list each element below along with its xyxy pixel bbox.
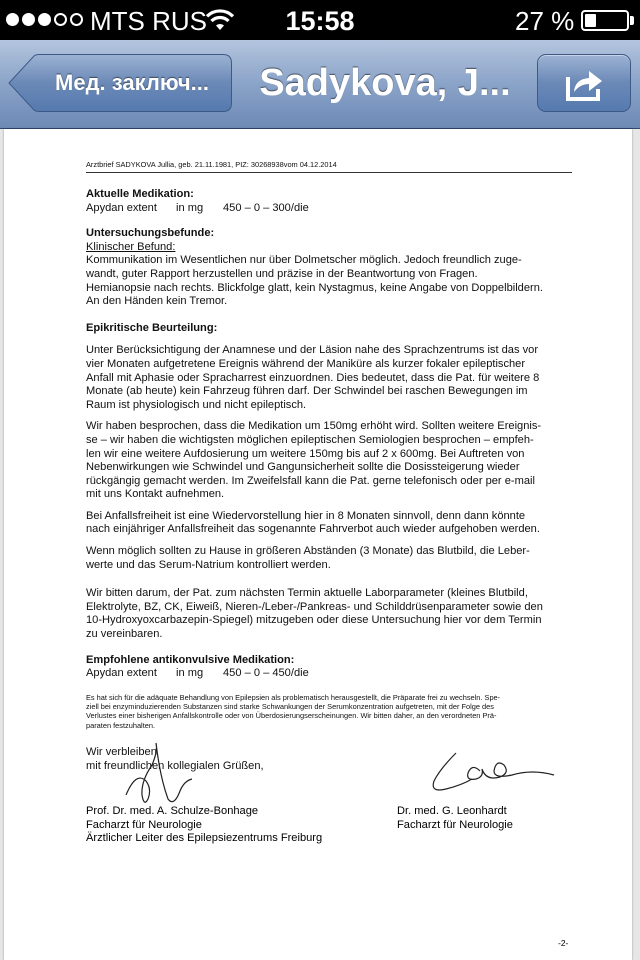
text-line: Wir bitten darum, der Pat. zum nächsten Termin aktuelle Laborparameter (kleines Blutbild, [86,587,528,600]
assessment-paragraph [86,420,576,502]
recommended-medication-row [86,667,576,681]
text-line: rückgängig gemacht werden. Im Zweifelsfall kann die Pat. gerne telefonisch oder per e-mail [86,474,535,487]
assessment-title: Epikritische Beurteilung: [86,321,218,334]
carrier-name: MTS RUS [90,6,207,36]
current-medication-row [86,202,576,216]
back-button-label: Мед. заключ... [55,70,209,95]
signer-right [397,805,513,832]
text-line: Bei Anfallsfreiheit ist eine Wiedervorstellung hier in 8 Monaten sinnvoll, denn dann könnte [86,509,526,522]
signature-right-graphic [422,749,572,799]
document-page [4,129,632,960]
footnote [86,693,576,730]
back-button[interactable] [8,54,232,112]
findings-title: Untersuchungsbefunde: [86,227,215,240]
recommended-medication-title: Empfohlene antikonvulsive Medikation: [86,653,295,666]
closing-line: mit freundlichen kollegialen Grüßen, [86,759,264,772]
current-medication-title: Aktuelle Medikation: [86,188,194,200]
share-button[interactable] [537,54,631,112]
text-line: mit uns Kontakt aufnehmen. [86,488,225,501]
text-line: 10-Hydroxyoxcarbazepin-Spiegel) mitzugeben oder diese Untersuchung hier vor dem Termin [86,614,542,627]
signer-name: Prof. Dr. med. A. Schulze-Bonhage [86,805,259,817]
text-line: Anfall mit Aphasie oder Spracharrest einzuordnen. Dies bedeutet, dass die Pat. für weitere 8 [86,371,540,384]
signer-title: Facharzt für Neurologie [86,818,202,831]
drug-dose: 450 – 0 – 300/die [223,201,309,214]
status-bar [0,0,640,40]
signer-left [86,805,322,846]
footnote-line: Es hat sich für die adäquate Behandlung von Epilepsien als problematisch herausgestellt, die Präparate frei zu wechseln. Spe- [86,692,501,702]
signer-role: Ärztlicher Leiter des Epilepsiezentrums Freiburg [86,832,323,845]
drug-dose: 450 – 0 – 450/die [223,667,309,680]
text-line: len wir eine weitere Aufdosierung um weitere 150mg bis auf 2 x 600mg. Bei Auftreten von [86,447,525,460]
text-line: Kommunikation im Wesentlichen nur über Dolmetscher möglich. Jedoch freundlich zuge- [86,254,522,267]
battery-level [585,14,596,27]
letter-body [86,160,576,773]
text-line: Hemianopsie nach rechts. Blickfolge glatt, kein Nystagmus, keine Angabe von Doppelbildern. [86,281,543,294]
drug-unit: in mg [176,201,204,214]
text-line: wandt, guter Rapport herzustellen und präzise in der Beantwortung von Fragen. [86,267,478,280]
signature-left-graphic [122,737,202,809]
letter-header: Arztbrief SADYKOVA Jullia, geb. 21.11.1981, PIZ: 30268938vom 04.12.2014 [86,160,572,173]
text-line: nach einjähriger Anfallsfreiheit das sogenannte Fahrverbot auch wieder aufgehoben werden. [86,523,540,536]
text-line: Raum ist physiologisch und nicht epileptisch. [86,398,307,411]
drug-name: Apydan extent [86,201,157,214]
footnote-line: paraten festzuhalten. [86,720,156,730]
closing-line: Wir verbleiben [86,746,157,758]
text-line: Monate (ab heute) kein Fahrzeug führen darf. Der Schwindel bei raschen Bewegungen im [86,385,528,398]
assessment-paragraph [86,510,576,537]
footnote-line: ziell bei enzyminduzierenden Substanzen sind starke Schwankungen der Serumkonzentration aufgetreten, mit der Folge des [86,702,494,712]
findings-subtitle: Klinischer Befund: [86,240,176,253]
document-viewer[interactable] [0,129,640,960]
battery-tip [630,16,634,25]
assessment-paragraph [86,587,576,641]
share-icon [565,65,605,101]
battery-percentage: 27 % [515,6,575,36]
text-line: zu vereinbaren. [86,628,163,641]
text-line: Unter Berücksichtigung der Anamnese und der Läsion nahe des Sprachzentrums ist das vor [86,344,539,357]
footnote-line: Verlustes einer bisherigen Anfallskontrolle oder von Überdosierungserscheinungen. Wir bitten daher, an den verordneten Prä- [86,711,497,721]
page-title: Sadykova, J... [259,62,511,104]
text-line: Wir haben besprochen, dass die Medikation um 150mg erhöht wird. Sollten weitere Ereignis- [86,420,542,433]
battery-icon [581,10,629,31]
text-line: vier Monaten aufgetretene Ereignis während der Maniküre als kurzer fokaler epileptischer [86,357,526,370]
text-line: Nebenwirkungen wie Schwindel und Gangunsicherheit sollte die Dosissteigerung wieder [86,461,520,474]
text-line: Elektrolyte, BZ, CK, Eiweiß, Nieren-/Leber-/Pankreas- und Schilddrüsenparameter sowie den [86,600,543,613]
text-line: Wenn möglich sollten zu Hause in größeren Abständen (3 Monate) das Blutbild, die Leber- [86,545,530,558]
text-line: An den Händen kein Tremor. [86,295,228,308]
navigation-bar [0,40,640,129]
text-line: werte und das Serum-Natrium kontrolliert werden. [86,558,331,571]
assessment-paragraph [86,344,576,412]
signer-title: Facharzt für Neurologie [397,818,513,831]
signer-name: Dr. med. G. Leonhardt [397,805,507,817]
findings-text [86,254,576,308]
assessment-paragraph [86,545,576,572]
status-time: 15:58 [285,6,355,36]
drug-unit: in mg [176,667,204,680]
page-number: -2- [558,938,569,948]
drug-name: Apydan extent [86,667,157,680]
text-line: se – wir haben die wichtigsten möglichen epileptischen Semiologien besprochen – empfeh- [86,433,534,446]
